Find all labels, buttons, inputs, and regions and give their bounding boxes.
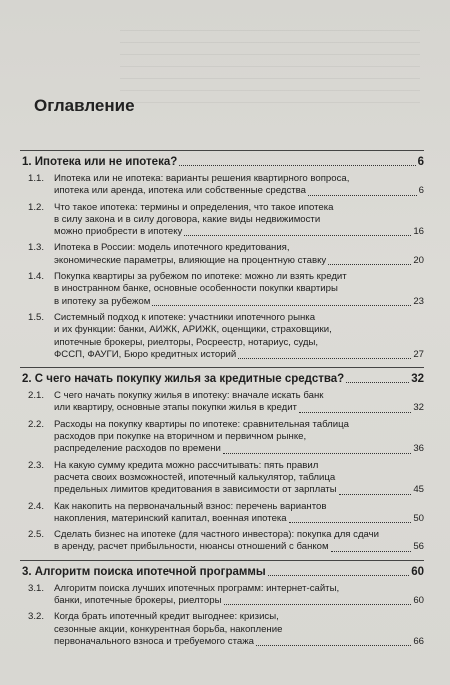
entry-number: 1.5.: [28, 311, 45, 323]
entry-text: [54, 312, 424, 361]
entry-line: первоначального взноса и требуемого стажа: [54, 635, 254, 647]
entry-page-number: 66: [413, 635, 424, 647]
entry-line: Системный подход к ипотеке: участники ипотечного рынка: [54, 311, 316, 323]
entry-number: 2.3.: [28, 459, 45, 471]
entry-page-number: 45: [413, 484, 424, 496]
entry-text: [54, 390, 424, 415]
entry-line: можно приобрести в ипотеку: [54, 226, 183, 238]
entry-text: [54, 271, 424, 308]
toc-chapter-2: [20, 368, 424, 560]
entry-line: ипотечные брокеры, риелторы, Росреестр, нотариус, суды,: [54, 336, 319, 348]
dot-leader: [328, 264, 411, 265]
entry-line: или квартиру, основные этапы покупки жилья в кредит: [54, 402, 297, 414]
table-of-contents: [20, 150, 424, 654]
entry-number: 3.1.: [28, 582, 45, 594]
entry-text: [54, 501, 424, 526]
entry-line: в ипотеку за рубежом: [54, 295, 151, 307]
entry-page-number: 50: [413, 512, 424, 524]
toc-entry[interactable]: [20, 460, 424, 497]
entry-page-number: 60: [413, 595, 424, 607]
toc-entry[interactable]: [20, 242, 424, 267]
dot-leader: [268, 575, 409, 576]
dot-leader: [289, 522, 412, 523]
entry-line: и их функции: банки, АИЖК, АРИЖК, оценщики, страховщики,: [54, 324, 332, 336]
entry-text: [54, 611, 424, 648]
toc-entry[interactable]: [20, 202, 424, 239]
chapter-title: 3. Алгоритм поиска ипотечной программы: [22, 565, 266, 578]
entry-line: расчета своих возможностей, ипотечный калькулятор, таблица: [54, 471, 336, 483]
entry-line: экономические параметры, влияющие на процентную ставку: [54, 254, 327, 266]
toc-entry[interactable]: [20, 390, 424, 415]
entry-page-number: 32: [413, 402, 424, 414]
entry-number: 1.1.: [28, 173, 45, 184]
entry-page-number: 36: [413, 443, 424, 455]
entry-number: 2.5.: [28, 529, 45, 541]
chapter-heading[interactable]: [20, 565, 424, 579]
toc-entry[interactable]: [20, 501, 424, 526]
entry-number: 2.4.: [28, 500, 45, 512]
entry-text: [54, 419, 424, 456]
entry-text: [54, 583, 424, 608]
chapter-page-number: 32: [411, 373, 424, 386]
dot-leader: [308, 195, 417, 196]
chapter-heading[interactable]: [20, 372, 424, 386]
entry-page-number: 20: [413, 254, 424, 266]
entry-text: [54, 242, 424, 267]
entry-line: предельных лимитов кредитования в зависимости от зарплаты: [54, 484, 337, 496]
entry-text: [54, 173, 424, 198]
entry-line: банки, ипотечные брокеры, риелторы: [54, 595, 222, 607]
entry-number: 1.3.: [28, 242, 45, 254]
toc-chapter-1: [20, 151, 424, 367]
dot-leader: [223, 453, 411, 454]
entry-line: расходов при покупке на вторичном и первичном рынке,: [54, 431, 307, 443]
dot-leader: [331, 551, 412, 552]
toc-entry[interactable]: [20, 271, 424, 308]
dot-leader: [346, 382, 409, 383]
entry-page-number: 23: [413, 295, 424, 307]
entry-page-number: 6: [418, 185, 424, 197]
chapter-title: 1. Ипотека или не ипотека?: [22, 156, 178, 168]
toc-entry[interactable]: [20, 611, 424, 648]
bleed-through-text: [120, 30, 420, 110]
chapter-title: 2. С чего начать покупку жилья за кредитные средства?: [22, 373, 345, 386]
entry-line: накопления, материнский капитал, военная ипотека: [54, 512, 287, 524]
entry-line: ФССП, ФАУГИ, Бюро кредитных историй: [54, 348, 237, 360]
page-title: Оглавление: [34, 96, 135, 115]
dot-leader: [339, 494, 412, 495]
toc-entry[interactable]: [20, 583, 424, 608]
entry-line: Расходы на покупку квартиры по ипотеке: сравнительная таблица: [54, 418, 349, 430]
entry-line: в силу закона и в силу договора, какие виды недвижимости: [54, 213, 321, 225]
entry-line: С чего начать покупку жилья в ипотеку: вначале искать банк: [54, 390, 324, 402]
entry-number: 2.2.: [28, 418, 45, 430]
entry-text: [54, 529, 424, 554]
entry-line: Ипотека в России: модель ипотечного кредитования,: [54, 242, 290, 254]
dot-leader: [299, 412, 411, 413]
entry-number: 1.4.: [28, 271, 45, 283]
entry-number: 1.2.: [28, 201, 45, 213]
entry-line: ипотека или аренда, ипотека или собственные средства: [54, 185, 306, 197]
dot-leader: [152, 305, 411, 306]
toc-entry[interactable]: [20, 419, 424, 456]
entry-line: распределение расходов по времени: [54, 443, 221, 455]
entry-line: Когда брать ипотечный кредит выгоднее: кризисы,: [54, 611, 279, 623]
chapter-page-number: 60: [411, 565, 424, 578]
entry-line: На какую сумму кредита можно рассчитывать: пять правил: [54, 459, 319, 471]
entry-line: Алгоритм поиска лучших ипотечных программ: интернет-сайты,: [54, 582, 340, 594]
entry-page-number: 56: [413, 541, 424, 553]
dot-leader: [238, 358, 411, 359]
entry-line: Что такое ипотека: термины и определения, что такое ипотека: [54, 201, 334, 213]
entry-line: Сделать бизнес на ипотеке (для частного инвестора): покупка для сдачи: [54, 529, 380, 541]
entry-line: Как накопить на первоначальный взнос: перечень вариантов: [54, 500, 327, 512]
entry-line: в аренду, расчет прибыльности, нюансы отношений с банком: [54, 541, 329, 553]
entry-number: 2.1.: [28, 390, 45, 402]
chapter-page-number: 6: [417, 156, 424, 168]
entry-number: 3.2.: [28, 611, 45, 623]
entry-line: Ипотека или не ипотека: варианты решения квартирного вопроса,: [54, 173, 350, 184]
entry-line: Покупка квартиры за рубежом по ипотеке: можно ли взять кредит: [54, 271, 347, 283]
chapter-heading[interactable]: [20, 155, 424, 169]
dot-leader: [224, 604, 412, 605]
toc-chapter-3: [20, 561, 424, 654]
entry-text: [54, 460, 424, 497]
dot-leader: [256, 645, 411, 646]
entry-page-number: 16: [413, 226, 424, 238]
dot-leader: [184, 235, 411, 236]
toc-entry[interactable]: [20, 173, 424, 198]
entry-line: в иностранном банке, основные особенности покупки квартиры: [54, 283, 338, 295]
entry-text: [54, 202, 424, 239]
entry-line: сезонные акции, конкурентная борьба, накопление: [54, 623, 283, 635]
entry-page-number: 27: [413, 348, 424, 360]
dot-leader: [179, 165, 415, 166]
toc-entry[interactable]: [20, 312, 424, 361]
toc-entry[interactable]: [20, 529, 424, 554]
